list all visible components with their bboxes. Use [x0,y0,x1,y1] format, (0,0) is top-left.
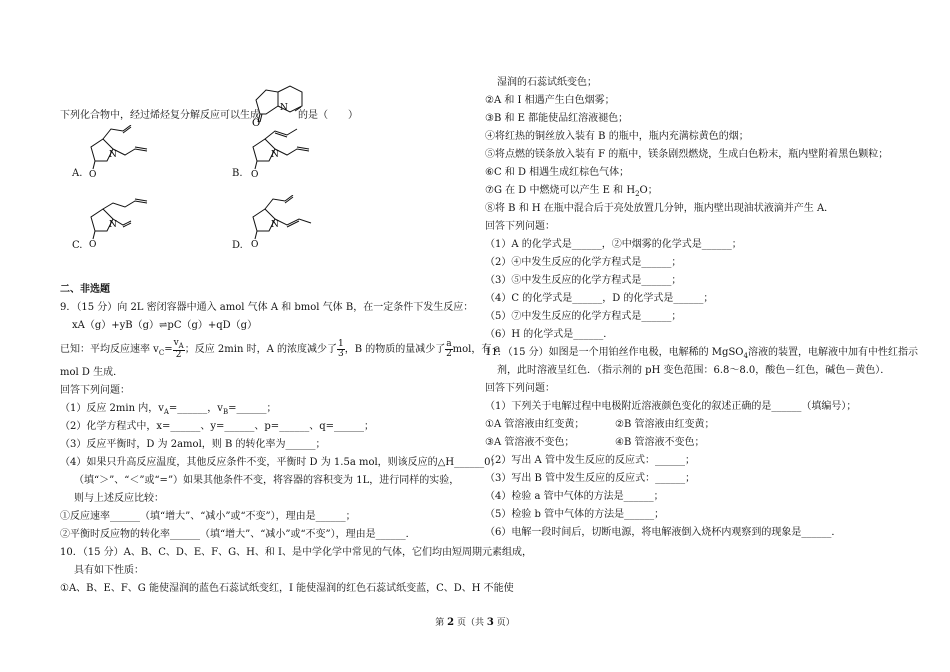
q11-answer-prompt: 回答下列问题： [485,383,555,394]
svg-text:N: N [271,220,279,230]
q11-part1: （1）下列关于电解过程中电极附近溶液颜色变化的叙述正确的是______（填编号）； [485,401,857,412]
q10-part6: （6）H 的化学式是______． [485,329,614,340]
option-b-molecule [247,125,347,183]
q10-prop2: ②A 和 I 相遇产生白色烟雾； [485,95,615,106]
q11-part3: （3）写出 B 管中发生反应的反应式：______； [485,473,696,484]
q10-part2: （2）④中发生反应的化学方程式是______； [485,257,682,268]
q9-answer-prompt: 回答下列问题： [60,385,130,396]
option-a-molecule [85,125,185,183]
q10-prop7: ⑦G 在 D 中燃烧可以产生 E 和 $H_2O$； [485,185,658,198]
q9-known-cont: mol D 生成． [60,367,124,378]
svg-text:N: N [280,103,288,113]
q11-line1: 11．（15 分）如图是一个用铂丝作电极，电解稀的 MgSO$_4$溶液的装置，电解液中加有中性红指示 [485,347,918,360]
page-footer: 第 2 页（共 3 页） [435,617,515,628]
svg-text:O: O [89,240,97,250]
q10-line3: ①A、B、E、F、G 能使湿润的蓝色石蕊试纸变红，I 能使湿润的红色石蕊试纸变蓝，C、D、H 不能使 [60,583,514,594]
q10-prop4: ④将红热的铜丝放入装有 B 的瓶中，瓶内充满棕黄色的烟； [485,131,749,142]
q9-part4-b: （填“＞”、“＜”或“=”）如果其他条件不变，将容器的容积变为 1L，进行同样的实验， [74,475,460,486]
q10-part1: （1）A 的化学式是______，②中烟雾的化学式是______； [485,239,742,250]
option-a-letter: A. [72,168,83,179]
fraction-va-over-2: $\frac{v_A}{2}$ [173,338,184,360]
q9-part3: （3）反应平衡时，D 为 2amol，则 B 的转化率为______； [60,439,326,450]
q10-answer-prompt: 回答下列问题： [485,221,555,232]
q10-part5: （5）⑦中发生反应的化学方程式是______； [485,311,682,322]
q11-choice-4: ④B 管溶液不变色； [615,437,705,448]
q11-choice-1: ①A 管溶液由红变黄； [485,419,585,430]
svg-text:O: O [89,170,97,180]
q9-part1: （1）反应 2min 内，$v_A=\_\_\_\_\_\_$，$v_B=\_\_\_\_\_\_$； [60,403,277,416]
q10-part3: （3）⑤中发生反应的化学方程式是______； [485,275,682,286]
option-d-letter: D. [232,240,243,251]
svg-text:O: O [252,118,261,128]
svg-text:N: N [271,150,279,160]
option-d-molecule [247,195,347,253]
q11-choice-2: ②B 管溶液由红变黄； [615,419,715,430]
q11-part5: （5）检验 b 管中气体的方法是______； [485,509,665,520]
option-b-letter: B. [232,168,243,179]
page-total: 3 [486,617,494,628]
q9-part4-c: 则与上述反应比较： [74,493,164,504]
fraction-a-over-2: $\frac{a}{2}$ [446,338,452,359]
fraction-1-over-3: $\frac{1}{3}$ [337,338,344,359]
q10-prop8: ⑧将 B 和 H 在瓶中混合后于亮处放置几分钟，瓶内壁出现油状液滴并产生 A． [485,203,835,214]
svg-text:N: N [109,220,117,230]
q11-part6: （6）电解一段时间后，切断电源，将电解液倒入烧杯内观察到的现象是______． [485,527,842,538]
page-number: 2 [447,617,455,628]
q10-prop6: ⑥C 和 D 相遇生成红棕色气体； [485,167,630,178]
svg-text:O: O [251,240,259,250]
q11-line2: 剂，此时溶液呈红色．（指示剂的 pH 变色范围：6.8～8.0，酸色－红色，碱色－黄色）． [497,365,891,376]
option-c-molecule [85,195,185,253]
q9-part2: （2）化学方程式中，x=______、y=______、p=______、q=______； [60,421,374,432]
q11-choice-3: ③A 管溶液不变色； [485,437,575,448]
q9-equation: xA（g）+yB（g）⇌pC（g）+qD（g） [72,320,258,331]
q10-prop5: ⑤将点燃的镁条放入装有 F 的瓶中，镁条剧烈燃烧，生成白色粉末，瓶内壁附着黑色颗粒； [485,149,889,160]
q9-line1: 9．（15 分）向 2L 密闭容器中通入 amol 气体 A 和 bmol 气体 B，在一定条件下发生反应： [60,302,474,313]
q10-prop1-cont: 湿润的石蕊试纸变色； [497,77,597,88]
q9-part4-e: ②平衡时反应物的转化率______（填“增大”、“减小”或“不变”），理由是______． [60,529,416,540]
q9-known: 已知：平均反应速率 $v_C=$ $\frac{v_A}{2}$ ；反应 2min 时，A 的浓度减少了 $\frac{1}{3}$ ，B 的物质的量减少了 $\frac{a}{2}$ mol，有 a [60,338,501,360]
section-heading: 二、非选题 [60,284,110,295]
q10-part4: （4）C 的化学式是______，D 的化学式是______； [485,293,714,304]
svg-text:N: N [109,150,117,160]
q8-stem: 下列化合物中，经过烯烃复分解反应可以生成 [60,110,260,121]
q9-part4-d: ①反应速率______（填“增大”、“减小”或“不变”），理由是______； [60,511,356,522]
q10-line1: 10．（15 分）A、B、C、D、E、F、G、H、和 I、是中学化学中常见的气体，它们均由短周期元素组成， [60,547,532,558]
q9-part4-a: （4）如果只升高反应温度，其他反应条件不变，平衡时 D 为 1.5a mol，则该反应的△H______0； [60,457,501,468]
q11-part4: （4）检验 a 管中气体的方法是______； [485,491,664,502]
q11-part2: （2）写出 A 管中发生反应的反应式：______； [485,455,695,466]
svg-text:O: O [251,170,259,180]
q8-stem-tail: 的是（ ） [298,110,358,121]
q10-line2: 具有如下性质： [74,565,144,576]
q10-prop3: ③B 和 E 都能使品红溶液褪色； [485,113,629,124]
option-c-letter: C. [72,240,83,251]
